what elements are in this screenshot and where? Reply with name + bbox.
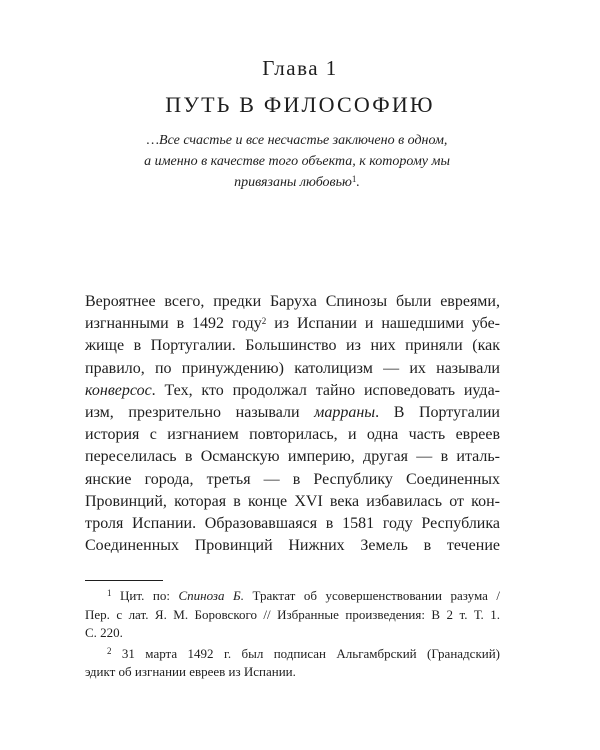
text-run: Цит. по: <box>120 588 179 603</box>
epigraph-line: привязаны любовью$^1$. <box>234 174 360 190</box>
footnote-divider <box>85 580 163 581</box>
chapter-title: ПУТЬ В ФИЛОСОФИЮ <box>165 92 435 117</box>
text-run: правило, по принуждению) католицизм — их называли <box>85 359 500 377</box>
body-line <box>85 424 500 446</box>
italic-term: Спиноза Б. <box>178 588 244 603</box>
text-run: С. 220. <box>85 625 123 640</box>
footnotes <box>85 587 500 684</box>
footnote-line <box>85 624 500 643</box>
text-run: . Тех, кто продолжал тайно исповедовать иуда- <box>151 381 500 399</box>
footnote-ref[interactable]: 1 <box>351 174 357 184</box>
text-run: 31 марта 1492 г. был подписан Альгамбрский (Гранадский) <box>121 645 501 661</box>
italic-term: марраны <box>314 404 376 422</box>
text-run: Трактат об усовершенствовании разума / <box>243 588 500 603</box>
body-line <box>85 313 500 335</box>
text-run: эдикт об изгнании евреев из Испании. <box>85 664 296 679</box>
body-text <box>85 291 500 557</box>
text-run: из Испании и нашедшими убе- <box>266 315 501 333</box>
body-line <box>85 491 500 513</box>
body-line <box>85 446 500 468</box>
italic-term: конверсос <box>85 381 152 399</box>
text-run: Соединенных Провинций Нижних Земель в течение <box>85 537 500 555</box>
footnote-line <box>85 606 500 625</box>
epigraph <box>120 130 474 193</box>
body-line <box>85 380 500 402</box>
text-run: изгнанными в 1492 году <box>85 315 262 333</box>
text-run: переселилась в Османскую империю, другая — в италь- <box>85 448 500 466</box>
body-line <box>85 291 500 313</box>
text-run: янские города, третья — в Республику Соединенных <box>85 470 500 488</box>
footnote-line <box>85 587 500 606</box>
epigraph-line: …Все счастье и все несчастье заключено в одном, <box>146 133 448 148</box>
text-run: Пер. с лат. Я. М. Боровского // Избранные произведения: В 2 т. Т. 1. <box>85 606 500 622</box>
text-run: жище в Португалии. Большинство из них приняли (как <box>85 337 500 355</box>
chapter-number: Глава 1 <box>262 56 338 80</box>
text-run: троля Испании. Образовавшаяся в 1581 году Республика <box>85 515 500 533</box>
text-run: изм, презрительно называли <box>85 404 315 422</box>
body-line <box>85 535 500 557</box>
footnote-ref[interactable]: 2 <box>261 316 267 327</box>
body-line <box>85 513 500 535</box>
epigraph-line: а именно в качестве того объекта, к которому мы <box>144 154 450 169</box>
footnote-number: 2 <box>107 645 112 656</box>
footnote-1 <box>85 587 500 643</box>
footnote-2 <box>85 645 500 682</box>
body-line <box>85 402 500 424</box>
text-run: история с изгнанием повторилась, и одна часть евреев <box>85 426 500 444</box>
footnote-line <box>85 663 500 682</box>
body-line <box>85 469 500 491</box>
text-run: . В Португалии <box>375 404 500 422</box>
text-run: Вероятнее всего, предки Баруха Спинозы были евреями, <box>85 293 500 310</box>
text-run: Провинций, которая в конце XVI века избавилась от кон- <box>85 492 500 510</box>
epigraph-line-text: привязаны любовью <box>234 175 352 190</box>
footnote-number: 1 <box>107 588 112 598</box>
body-line <box>85 358 500 380</box>
body-line <box>85 335 500 357</box>
footnote-line <box>85 645 500 664</box>
